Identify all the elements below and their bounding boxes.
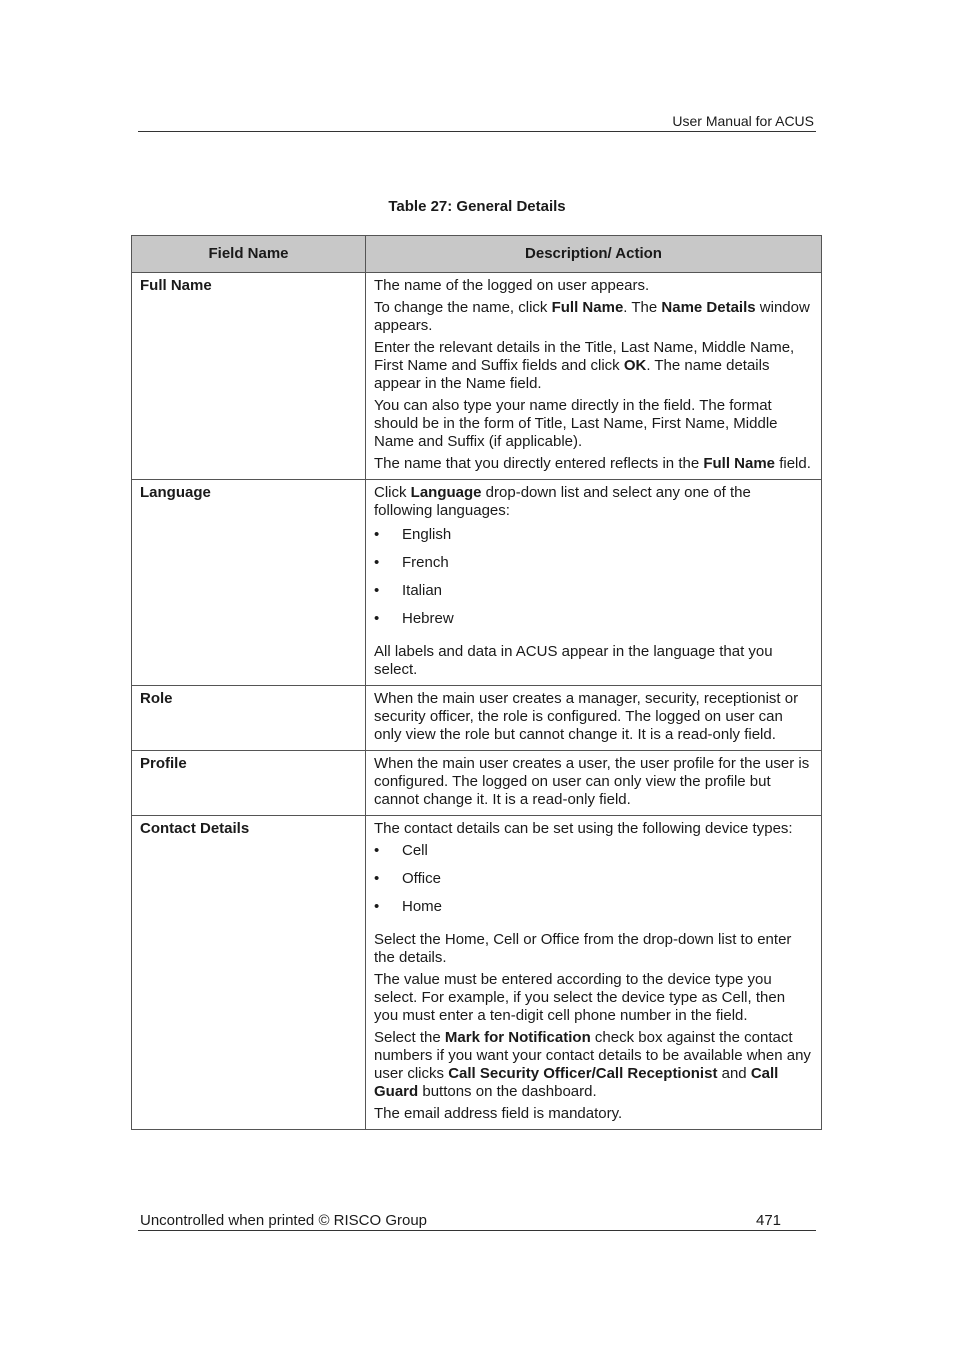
paragraph: The contact details can be set using the following device types: — [374, 820, 793, 837]
running-header: User Manual for ACUS — [672, 113, 814, 129]
general-details-table — [131, 235, 822, 1130]
paragraph: The email address field is mandatory. — [374, 1105, 623, 1122]
field-name-cell: Full Name — [132, 273, 366, 480]
field-name-cell: Language — [132, 480, 366, 686]
paragraph: To change the name, click Full Name. The Name Details window appears. — [374, 299, 810, 334]
paragraph: Select the Mark for Notification check box against the contact numbers if you want your contact details to be available when any user clicks Call Security Officer/Call Receptionist and Call Guard buttons on the dashboard. — [374, 1029, 811, 1100]
paragraph: Click Language drop-down list and select any one of the following languages: — [374, 484, 751, 519]
footer-copyright: Uncontrolled when printed © RISCO Group — [140, 1212, 428, 1229]
list-item: • French — [374, 554, 813, 582]
table-row-role — [132, 686, 822, 751]
paragraph: All labels and data in ACUS appear in the language that you select. — [374, 643, 773, 678]
paragraph: Enter the relevant details in the Title, Last Name, Middle Name, First Name and Suffix fields and click OK. The name details appear in the Name field. — [374, 339, 795, 392]
list-item: • English — [374, 526, 813, 554]
field-name-cell: Profile — [132, 751, 366, 816]
field-name-cell: Role — [132, 686, 366, 751]
paragraph: Select the Home, Cell or Office from the drop-down list to enter the details. — [374, 931, 792, 966]
column-header-description: Description/ Action — [366, 236, 822, 273]
description-cell — [366, 816, 822, 1130]
table-caption: Table 27: General Details — [388, 198, 566, 215]
table-row-language — [132, 480, 822, 686]
paragraph: The name that you directly entered reflects in the Full Name field. — [374, 455, 811, 472]
description-cell — [366, 273, 822, 480]
list-item: • Office — [374, 870, 813, 898]
paragraph: When the main user creates a user, the user profile for the user is configured. The logged on user can only view the profile but cannot change it. It is a read-only field. — [374, 755, 810, 808]
column-header-field-name: Field Name — [132, 236, 366, 273]
table-row-full-name — [132, 273, 822, 480]
language-list — [374, 526, 813, 638]
page-number: 471 — [756, 1212, 782, 1229]
description-cell — [366, 686, 822, 751]
list-item: • Home — [374, 898, 813, 926]
paragraph: You can also type your name directly in the field. The format should be in the form of Title, Last Name, First Name, Middle Name and Suffix (if applicable). — [374, 397, 778, 450]
table-row-contact-details — [132, 816, 822, 1130]
description-cell — [366, 480, 822, 686]
footer-rule — [138, 1230, 816, 1231]
description-cell — [366, 751, 822, 816]
header-rule — [138, 131, 816, 132]
list-item: • Hebrew — [374, 610, 813, 638]
paragraph: The value must be entered according to the device type you select. For example, if you select the device type as Cell, then you must enter a ten-digit cell phone number in the field. — [374, 971, 786, 1024]
field-name-cell: Contact Details — [132, 816, 366, 1130]
paragraph: When the main user creates a manager, security, receptionist or security officer, the role is configured. The logged on user can only view the role but cannot change it. It is a read-only field. — [374, 690, 799, 743]
table-row-profile — [132, 751, 822, 816]
table-header-row — [132, 236, 822, 273]
list-item: • Italian — [374, 582, 813, 610]
device-type-list — [374, 842, 813, 926]
list-item: • Cell — [374, 842, 813, 870]
paragraph: The name of the logged on user appears. — [374, 277, 650, 294]
